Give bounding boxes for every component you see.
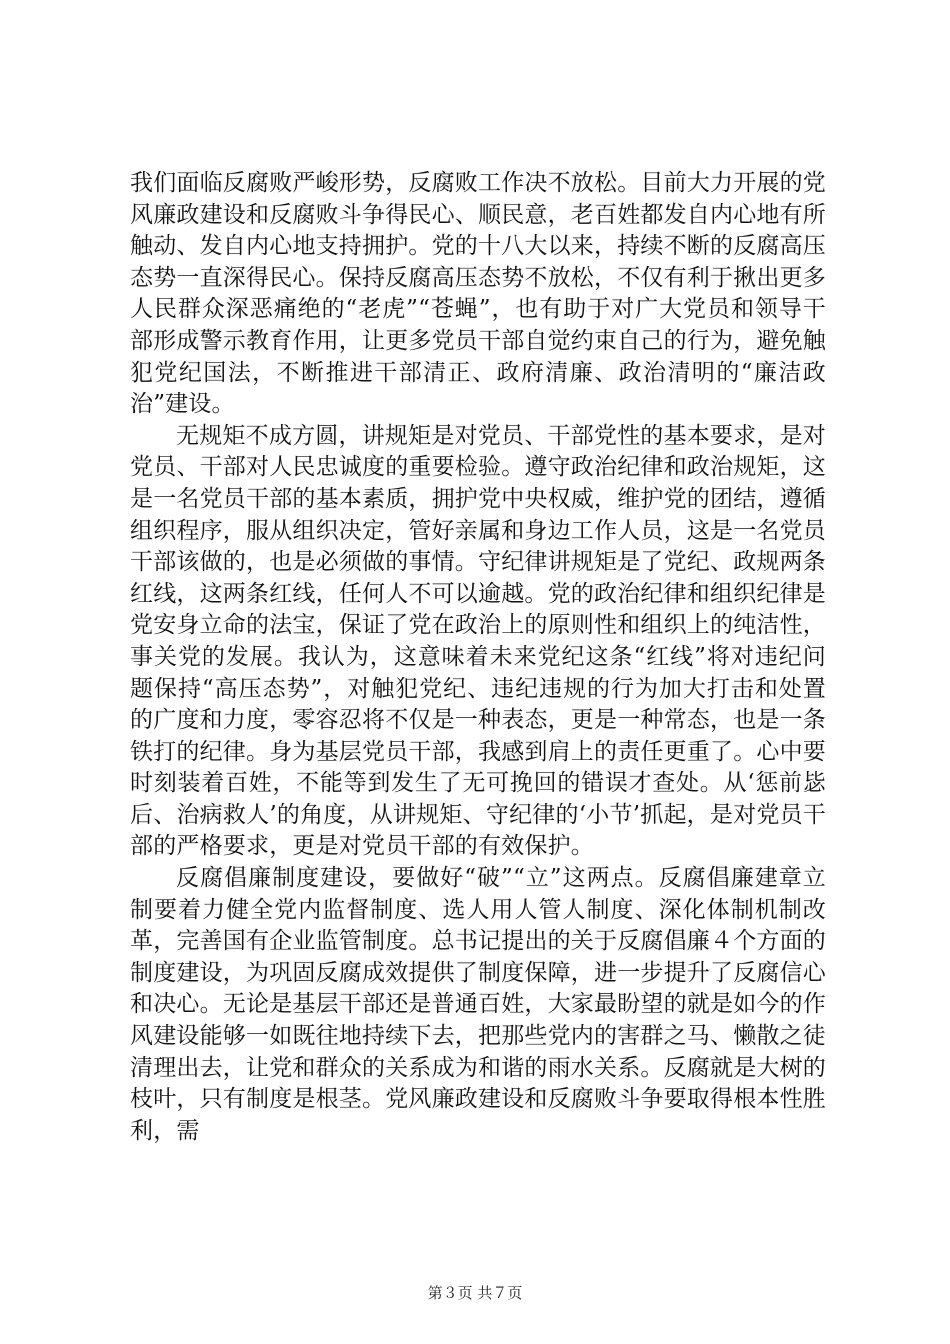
paragraph-2: 无规矩不成方圆，讲规矩是对党员、干部党性的基本要求，是对党员、干部对人民忠诚度的重要检验。遵守政治纪律和政治规矩，这是一名党员干部的基本素质，拥护党中央权威，维护党的团结，遵循组织程序，服从组织决定，管好亲属和身边工作人员，这是一名党员干部该做的，也是必须做的事情。守纪律讲规矩是了党纪、政规两条红线，这两条红线，任何人不可以逾越。党的政治纪律和组织纪律是党安身立命的法宝，保证了党在政治上的原则性和组织上的纯洁性，事关党的发展。我认为，这意味着未来党纪这条“红线”将对违纪问题保持“高压态势”，对触犯党纪、违纪违规的行为加大打击和处置的广度和力度，零容忍将不仅是一种表态，更是一种常态，也是一条铁打的纪律。身为基层党员干部，我感到肩上的责任更重了。心中要时刻装着百姓，不能等到发生了无可挽回的错误才查处。从‘惩前毖后、治病救人’的角度，从讲规矩、守纪律的‘小节’抓起，是对党员干部的严格要求，更是对党员干部的有效保护。 <box>130 422 826 860</box>
document-body <box>130 168 826 1147</box>
paragraph-3: 反腐倡廉制度建设，要做好“破”“立”这两点。反腐倡廉建章立制要着力健全党内监督制度、选人用人管人制度、深化体制机制改革，完善国有企业监管制度。总书记提出的关于反腐倡廉４个方面的制度建设，为巩固反腐成效提供了制度保障，进一步提升了反腐信心和决心。无论是基层干部还是普通百姓，大家最盼望的就是如今的作风建设能够一如既往地持续下去，把那些党内的害群之马、懒散之徒清理出去，让党和群众的关系成为和谐的雨水关系。反腐就是大树的枝叶，只有制度是根茎。党风廉政建设和反腐败斗争要取得根本性胜利，需 <box>130 865 826 1144</box>
page-number-footer: 第３页 共７页 <box>427 1284 523 1302</box>
paragraph-1: 我们面临反腐败严峻形势，反腐败工作决不放松。目前大力开展的党风廉政建设和反腐败斗争得民心、顺民意，老百姓都发自内心地有所触动、发自内心地支持拥护。党的十八大以来，持续不断的反腐高压态势一直深得民心。保持反腐高压态势不放松，不仅有利于揪出更多人民群众深恶痛绝的“老虎”“苍蝇”，也有助于对广大党员和领导干部形成警示教育作用，让更多党员干部自觉约束自己的行为，避免触犯党纪国法，不断推进干部清正、政府清廉、政治清明的“廉洁政治”建设。 <box>130 170 826 418</box>
